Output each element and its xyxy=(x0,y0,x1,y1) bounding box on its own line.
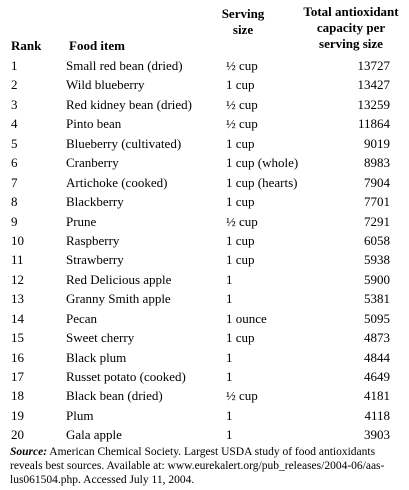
table-row xyxy=(0,192,409,211)
food-item-cell: Gala apple xyxy=(66,427,122,443)
rank-cell: 18 xyxy=(11,388,24,404)
table-row xyxy=(0,289,409,308)
table-row xyxy=(0,367,409,386)
antioxidant-value-cell: 9019 xyxy=(364,135,390,151)
antioxidant-value-cell: 4844 xyxy=(364,349,390,365)
serving-size-cell: ½ cup xyxy=(226,96,258,112)
food-item-cell: Cranberry xyxy=(66,155,119,171)
serving-size-cell: 1 cup (hearts) xyxy=(226,174,298,190)
antioxidant-value-cell: 6058 xyxy=(364,232,390,248)
table-row xyxy=(0,75,409,94)
serving-size-cell: 1 xyxy=(226,271,233,287)
rank-cell: 16 xyxy=(11,349,24,365)
table-row xyxy=(0,309,409,328)
serving-size-cell: 1 cup xyxy=(226,77,255,93)
serving-size-cell: 1 cup (whole) xyxy=(226,155,299,171)
food-item-cell: Plum xyxy=(66,407,94,423)
food-item-cell: Blackberry xyxy=(66,194,124,210)
table-row xyxy=(0,56,409,75)
table-row xyxy=(0,250,409,269)
table-row xyxy=(0,270,409,289)
antioxidant-value-cell: 13727 xyxy=(357,58,390,73)
antioxidant-value-cell: 13427 xyxy=(357,77,390,93)
serving-size-cell: 1 xyxy=(226,369,233,384)
rank-cell: 15 xyxy=(11,330,24,346)
antioxidant-value-cell: 7904 xyxy=(364,174,390,190)
rank-cell: 9 xyxy=(11,213,18,229)
serving-size-cell: 1 xyxy=(226,427,233,443)
serving-size-cell: ½ cup xyxy=(226,213,258,229)
header-serving-size xyxy=(210,6,276,38)
rank-cell: 12 xyxy=(11,271,24,287)
food-item-cell: Red Delicious apple xyxy=(66,271,172,287)
antioxidant-value-cell: 11864 xyxy=(357,116,390,132)
table-body xyxy=(0,56,409,445)
food-item-cell: Granny Smith apple xyxy=(66,291,171,307)
header-serving-line2: size xyxy=(232,22,254,37)
antioxidant-value-cell: 7291 xyxy=(364,213,390,229)
serving-size-cell: ½ cup xyxy=(226,116,258,132)
antioxidant-value-cell: 8983 xyxy=(364,155,390,171)
antioxidant-value-cell: 5900 xyxy=(364,271,390,287)
table-row xyxy=(0,425,409,444)
rank-cell: 14 xyxy=(11,310,24,326)
antioxidant-value-cell: 5095 xyxy=(364,310,390,326)
table-row xyxy=(0,231,409,250)
rank-cell: 4 xyxy=(11,116,18,132)
food-item-cell: Red kidney bean (dried) xyxy=(66,96,192,112)
rank-cell: 10 xyxy=(11,232,24,248)
antioxidant-value-cell: 4181 xyxy=(364,388,390,404)
source-label: Source: xyxy=(10,446,48,458)
food-item-cell: Artichoke (cooked) xyxy=(66,174,168,190)
rank-cell: 20 xyxy=(11,427,24,443)
food-item-cell: Russet potato (cooked) xyxy=(66,369,186,384)
serving-size-cell: 1 cup xyxy=(226,330,255,346)
serving-size-cell: 1 cup xyxy=(226,252,255,268)
table-row xyxy=(0,328,409,347)
antioxidant-value-cell: 4118 xyxy=(364,407,390,423)
serving-size-cell: ½ cup xyxy=(226,388,258,404)
serving-size-cell: ½ cup xyxy=(226,58,258,73)
table-row xyxy=(0,95,409,114)
serving-size-cell: 1 cup xyxy=(226,135,255,151)
antioxidant-value-cell: 4649 xyxy=(364,369,390,384)
food-item-cell: Strawberry xyxy=(66,252,124,268)
rank-cell: 2 xyxy=(11,77,18,93)
antioxidant-value-cell: 3903 xyxy=(364,427,390,443)
serving-size-cell: 1 ounce xyxy=(226,310,267,326)
rank-cell: 1 xyxy=(11,58,18,73)
antioxidant-value-cell: 5381 xyxy=(364,291,390,307)
antioxidant-value-cell: 13259 xyxy=(357,96,390,112)
food-item-cell: Raspberry xyxy=(66,232,120,248)
food-item-cell: Black plum xyxy=(66,349,127,365)
food-item-cell: Small red bean (dried) xyxy=(66,58,183,73)
header-cap-line1: Total antioxidant xyxy=(303,4,399,19)
source-text: American Chemical Society. Largest USDA study of food antioxidants reveals best sources. Available at: www.eurekalert.org/pub_releases/2004-06/aas-lus061504.php. Accessed July 11, 2004. xyxy=(10,446,385,486)
table-row xyxy=(0,114,409,133)
rank-cell: 3 xyxy=(11,96,18,112)
table-row xyxy=(0,212,409,231)
table-row xyxy=(0,406,409,425)
rank-cell: 5 xyxy=(11,135,18,151)
food-item-cell: Blueberry (cultivated) xyxy=(66,135,182,151)
rank-cell: 6 xyxy=(11,155,18,171)
table-row xyxy=(0,386,409,405)
header-food-item: Food item xyxy=(69,38,125,53)
header-cap-line3: serving size xyxy=(319,36,383,51)
header-cap-line2: capacity per xyxy=(316,20,386,35)
food-item-cell: Wild blueberry xyxy=(66,77,145,93)
table-row xyxy=(0,173,409,192)
table-row xyxy=(0,348,409,367)
rank-cell: 8 xyxy=(11,194,18,210)
food-item-cell: Pecan xyxy=(66,310,98,326)
serving-size-cell: 1 xyxy=(226,349,233,365)
serving-size-cell: 1 xyxy=(226,407,233,423)
antioxidant-value-cell: 7701 xyxy=(364,194,390,210)
food-item-cell: Pinto bean xyxy=(66,116,122,132)
serving-size-cell: 1 xyxy=(226,291,233,307)
antioxidant-value-cell: 4873 xyxy=(364,330,390,346)
antioxidant-value-cell: 5938 xyxy=(364,252,390,268)
rank-cell: 13 xyxy=(11,291,24,307)
header-antioxidant-capacity xyxy=(291,4,409,52)
rank-cell: 7 xyxy=(11,174,18,190)
rank-cell: 19 xyxy=(11,407,24,423)
table-row xyxy=(0,153,409,172)
rank-cell: 11 xyxy=(11,252,24,268)
food-item-cell: Sweet cherry xyxy=(66,330,135,346)
serving-size-cell: 1 cup xyxy=(226,232,255,248)
table-row xyxy=(0,134,409,153)
header-rank: Rank xyxy=(11,38,42,53)
source-citation xyxy=(10,445,405,487)
serving-size-cell: 1 cup xyxy=(226,194,255,210)
food-item-cell: Black bean (dried) xyxy=(66,388,163,404)
header-serving-line1: Serving xyxy=(221,6,265,21)
food-item-cell: Prune xyxy=(66,213,97,229)
rank-cell: 17 xyxy=(11,369,24,384)
